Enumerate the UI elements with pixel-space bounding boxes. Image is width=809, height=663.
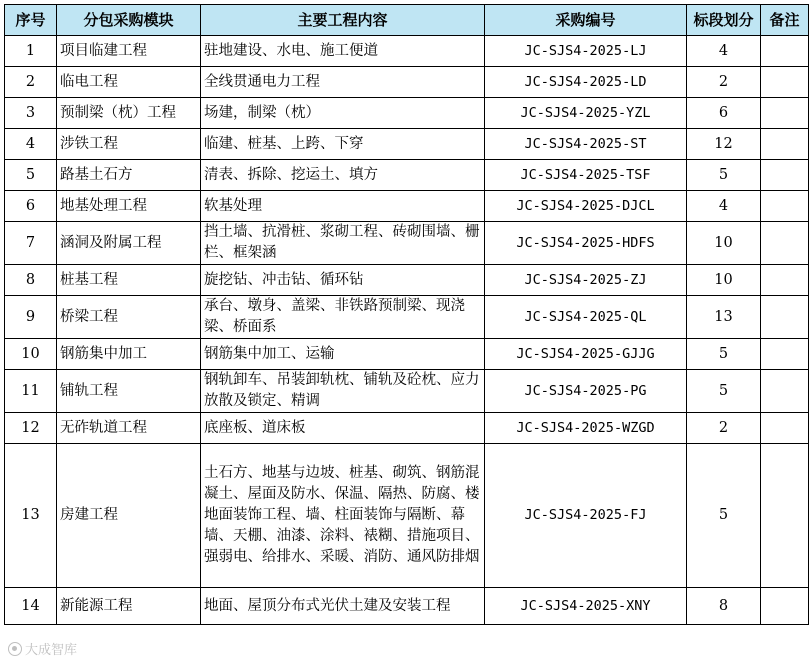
cell-segments: 12 <box>687 129 761 160</box>
cell-segments: 8 <box>687 588 761 625</box>
cell-content: 钢轨卸车、吊装卸轨枕、铺轨及砼枕、应力放散及锁定、精调 <box>201 370 485 413</box>
cell-note <box>761 444 809 588</box>
cell-no: 9 <box>5 296 57 339</box>
cell-code: JC-SJS4-2025-LD <box>485 67 687 98</box>
cell-module: 临电工程 <box>57 67 201 98</box>
cell-content: 挡土墙、抗滑桩、浆砌工程、砖砌围墙、栅栏、框架涵 <box>201 222 485 265</box>
cell-no: 4 <box>5 129 57 160</box>
cell-code: JC-SJS4-2025-DJCL <box>485 191 687 222</box>
cell-content: 驻地建设、水电、施工便道 <box>201 36 485 67</box>
cell-no: 14 <box>5 588 57 625</box>
cell-segments: 5 <box>687 339 761 370</box>
cell-code: JC-SJS4-2025-GJJG <box>485 339 687 370</box>
table-row <box>5 265 809 296</box>
cell-segments: 2 <box>687 67 761 98</box>
cell-code: JC-SJS4-2025-XNY <box>485 588 687 625</box>
cell-module: 房建工程 <box>57 444 201 588</box>
cell-content: 钢筋集中加工、运输 <box>201 339 485 370</box>
table-row <box>5 191 809 222</box>
cell-no: 2 <box>5 67 57 98</box>
cell-segments: 5 <box>687 444 761 588</box>
cell-code: JC-SJS4-2025-HDFS <box>485 222 687 265</box>
cell-segments: 10 <box>687 265 761 296</box>
header-no: 序号 <box>5 5 57 36</box>
cell-no: 10 <box>5 339 57 370</box>
cell-code: JC-SJS4-2025-ST <box>485 129 687 160</box>
header-note: 备注 <box>761 5 809 36</box>
cell-module: 桥梁工程 <box>57 296 201 339</box>
cell-no: 6 <box>5 191 57 222</box>
cell-note <box>761 370 809 413</box>
cell-content: 地面、屋顶分布式光伏土建及安装工程 <box>201 588 485 625</box>
table-row <box>5 339 809 370</box>
table-row <box>5 296 809 339</box>
cell-module: 路基土石方 <box>57 160 201 191</box>
cell-content: 软基处理 <box>201 191 485 222</box>
cell-note <box>761 191 809 222</box>
cell-content: 旋挖钻、冲击钻、循环钻 <box>201 265 485 296</box>
table-row <box>5 129 809 160</box>
cell-content: 全线贯通电力工程 <box>201 67 485 98</box>
cell-code: JC-SJS4-2025-PG <box>485 370 687 413</box>
cell-module: 钢筋集中加工 <box>57 339 201 370</box>
cell-no: 1 <box>5 36 57 67</box>
table-row <box>5 222 809 265</box>
cell-no: 12 <box>5 413 57 444</box>
header-code: 采购编号 <box>485 5 687 36</box>
cell-module: 铺轨工程 <box>57 370 201 413</box>
cell-module: 项目临建工程 <box>57 36 201 67</box>
cell-note <box>761 339 809 370</box>
cell-no: 7 <box>5 222 57 265</box>
table-row <box>5 370 809 413</box>
cell-segments: 4 <box>687 191 761 222</box>
table-row <box>5 36 809 67</box>
cell-module: 地基处理工程 <box>57 191 201 222</box>
table-row <box>5 160 809 191</box>
cell-note <box>761 222 809 265</box>
cell-note <box>761 588 809 625</box>
cell-no: 11 <box>5 370 57 413</box>
header-module: 分包采购模块 <box>57 5 201 36</box>
cell-note <box>761 129 809 160</box>
header-content: 主要工程内容 <box>201 5 485 36</box>
cell-no: 8 <box>5 265 57 296</box>
cell-module: 涉铁工程 <box>57 129 201 160</box>
cell-no: 3 <box>5 98 57 129</box>
cell-code: JC-SJS4-2025-LJ <box>485 36 687 67</box>
cell-note <box>761 67 809 98</box>
cell-note <box>761 98 809 129</box>
cell-segments: 6 <box>687 98 761 129</box>
cell-content: 承台、墩身、盖梁、非铁路预制梁、现浇梁、桥面系 <box>201 296 485 339</box>
table-row <box>5 413 809 444</box>
cell-no: 13 <box>5 444 57 588</box>
cell-note <box>761 296 809 339</box>
table-row <box>5 98 809 129</box>
cell-module: 新能源工程 <box>57 588 201 625</box>
cell-content: 临建、桩基、上跨、下穿 <box>201 129 485 160</box>
cell-segments: 5 <box>687 160 761 191</box>
cell-content: 土石方、地基与边坡、桩基、砌筑、钢筋混凝土、屋面及防水、保温、隔热、防腐、楼地面装饰工程、墙、柱面装饰与隔断、幕墙、天棚、油漆、涂料、裱糊、措施项目、强弱电、给排水、采暖、消防、通风防排烟 <box>201 444 485 588</box>
cell-segments: 4 <box>687 36 761 67</box>
cell-segments: 2 <box>687 413 761 444</box>
cell-code: JC-SJS4-2025-YZL <box>485 98 687 129</box>
table-row <box>5 444 809 588</box>
cell-module: 无砟轨道工程 <box>57 413 201 444</box>
table-row <box>5 67 809 98</box>
cell-note <box>761 265 809 296</box>
cell-segments: 5 <box>687 370 761 413</box>
watermark-logo-icon <box>8 642 22 656</box>
cell-module: 桩基工程 <box>57 265 201 296</box>
cell-segments: 10 <box>687 222 761 265</box>
header-row <box>5 5 809 36</box>
cell-no: 5 <box>5 160 57 191</box>
cell-code: JC-SJS4-2025-QL <box>485 296 687 339</box>
cell-code: JC-SJS4-2025-TSF <box>485 160 687 191</box>
header-segments: 标段划分 <box>687 5 761 36</box>
watermark <box>8 639 77 658</box>
procurement-table <box>4 4 809 625</box>
table-row <box>5 588 809 625</box>
cell-segments: 13 <box>687 296 761 339</box>
cell-content: 清表、拆除、挖运土、填方 <box>201 160 485 191</box>
cell-note <box>761 160 809 191</box>
cell-code: JC-SJS4-2025-WZGD <box>485 413 687 444</box>
cell-code: JC-SJS4-2025-FJ <box>485 444 687 588</box>
cell-content: 底座板、道床板 <box>201 413 485 444</box>
cell-content: 场建，制梁（枕） <box>201 98 485 129</box>
cell-note <box>761 413 809 444</box>
watermark-text: 大成智库 <box>25 643 78 658</box>
cell-note <box>761 36 809 67</box>
cell-code: JC-SJS4-2025-ZJ <box>485 265 687 296</box>
cell-module: 预制梁（枕）工程 <box>57 98 201 129</box>
cell-module: 涵洞及附属工程 <box>57 222 201 265</box>
